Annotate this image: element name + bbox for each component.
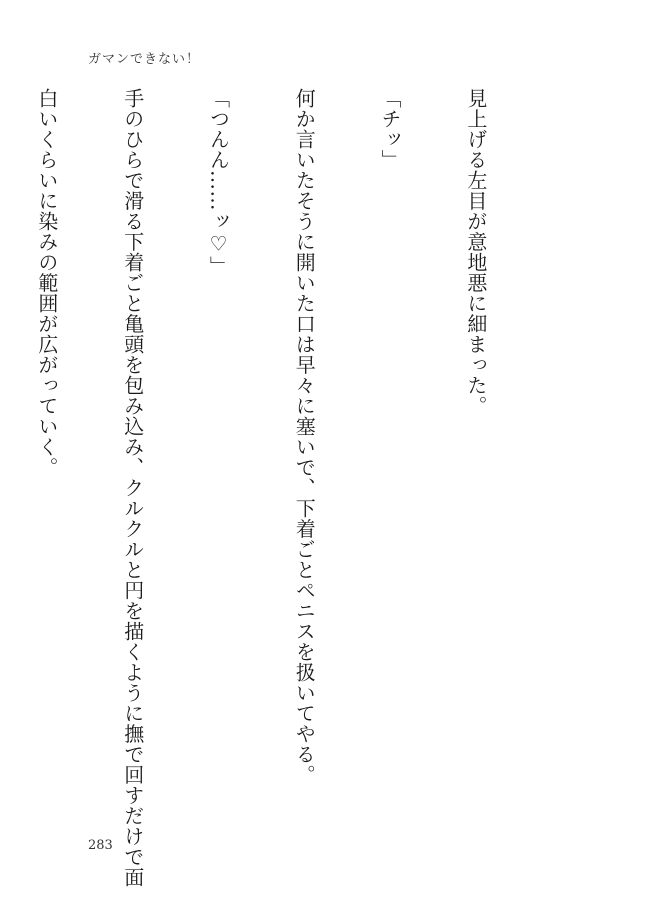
text-line-6: 白いくらいに染みの範囲が広がっていく。 [34, 88, 59, 478]
page-number: 283 [88, 838, 113, 853]
text-line-2: 「チッ」 [378, 88, 403, 170]
text-line-5: 手のひらで滑る下着ごと亀頭を包み込み、クルクルと円を描くように撫で回すだけで面 [120, 88, 145, 888]
text-line-4: 「つんん……ッ♡」 [206, 88, 231, 277]
text-line-3: 何か言いたそうに開いた口は早々に塞いで、下着ごとペニスを扱いてやる。 [292, 88, 317, 785]
text-line-1: 見上げる左目が意地悪に細まった。 [463, 88, 488, 416]
running-header: ガマンできない！ [88, 52, 201, 67]
